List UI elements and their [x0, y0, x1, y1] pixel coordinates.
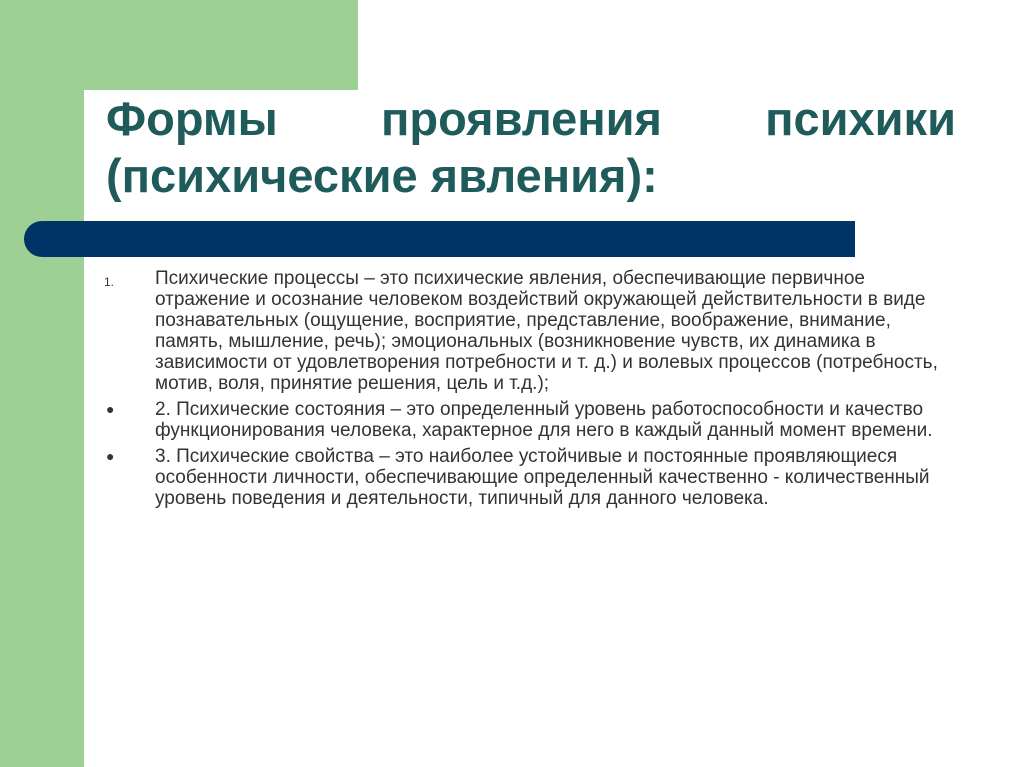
bullet-icon: ●: [106, 401, 115, 417]
list-item: [100, 446, 960, 509]
title-word: проявления: [380, 92, 662, 145]
title-word: Формы: [106, 92, 278, 145]
slide-title: [106, 90, 956, 204]
list-item-text: Психические процессы – это психические явления, обеспечивающие первичное отражение и осознание человеком воздействий окружающей действительности в виде познавательных (ощущение, восприятие, представление, воображение, внимание, память, мышление, речь); эмоциональных (возникновение чувств, их динамика в зависимости от удовлетворения потребности и т. д.) и волевых процессов (потребность, мотив, воля, принятие решения, цель и т.д.);: [155, 268, 938, 394]
decorative-green-block: [0, 0, 358, 90]
title-line-1: [106, 90, 956, 147]
list-item-text: 2. Психические состояния – это определенный уровень работоспособности и качество функционирования человека, характерное для него в каждый данный момент времени.: [155, 399, 933, 441]
decorative-green-strip: [0, 90, 84, 767]
list-item: [100, 399, 960, 441]
slide-content: [100, 268, 960, 514]
title-line-2: (психические явления):: [106, 149, 658, 202]
list-item-text: 3. Психические свойства – это наиболее устойчивые и постоянные проявляющиеся особенности личности, обеспечивающие определенный качественно - количественный уровень поведения и деятельности, типичный для данного человека.: [155, 446, 930, 509]
list-number: 1.: [104, 275, 115, 289]
list-item: [100, 268, 960, 394]
title-word: психики: [765, 92, 956, 145]
title-divider-bar: [24, 221, 855, 257]
bullet-icon: ●: [106, 448, 115, 464]
